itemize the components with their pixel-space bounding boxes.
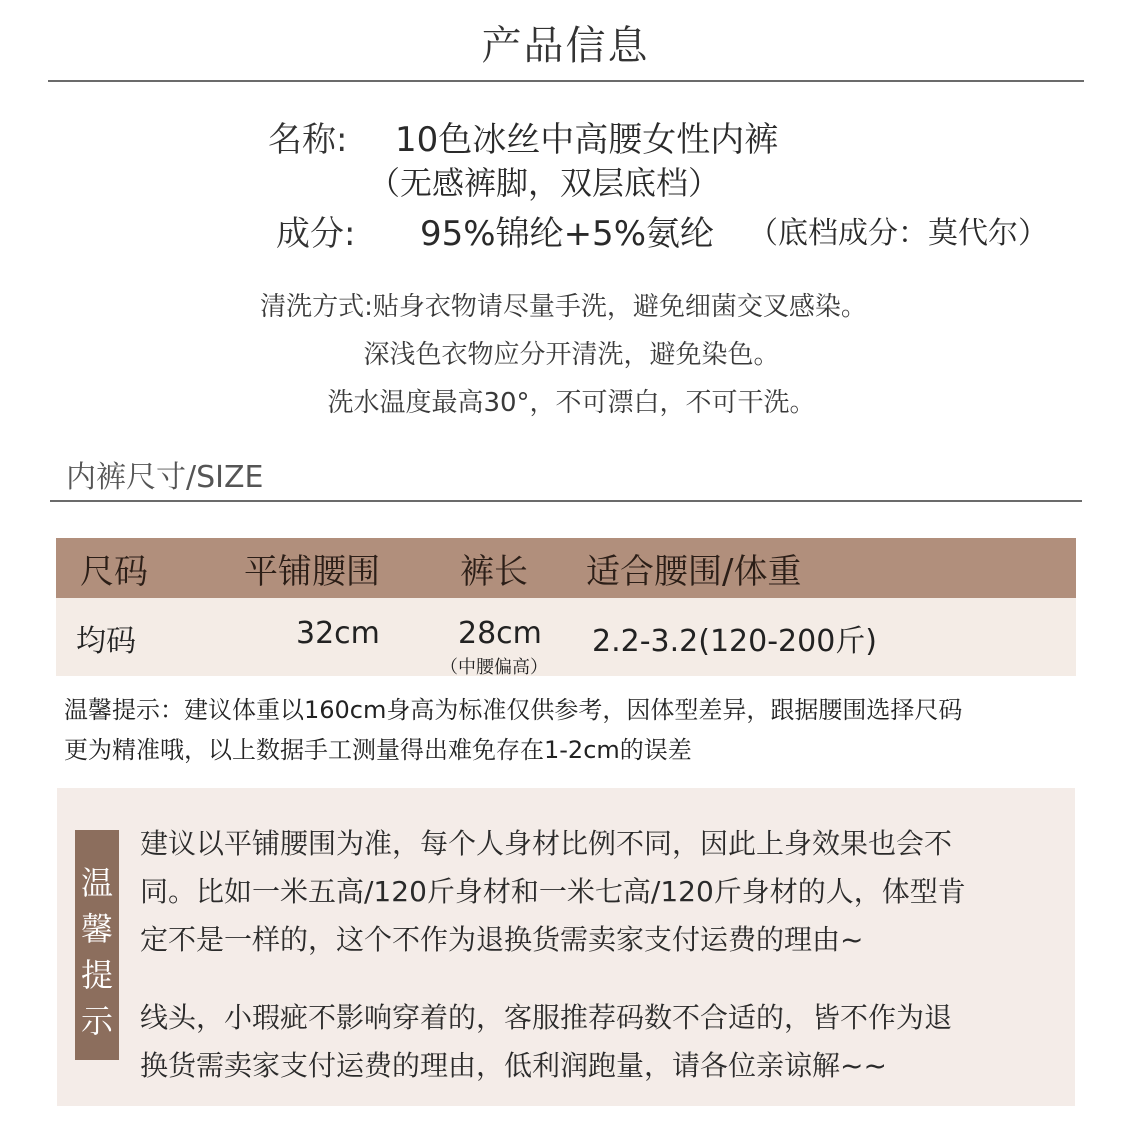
header-size: 尺码: [80, 552, 148, 592]
notice-line-5: 换货需卖家支付运费的理由，低利润跑量，请各位亲谅解~~: [140, 1049, 887, 1082]
notice-line-4: 线头，小瑕疵不影响穿着的，客服推荐码数不合适的，皆不作为退: [140, 1001, 953, 1034]
size-table-header: [56, 538, 1076, 598]
size-section-title: 内裤尺寸/SIZE: [66, 460, 264, 495]
notice-line-2: 同。比如一米五高/120斤身材和一米七高/120斤身材的人，体型肯: [140, 875, 966, 908]
cell-waist: 32cm: [296, 616, 380, 651]
cell-size: 均码: [76, 624, 136, 659]
composition-note: （底档成分：莫代尔）: [748, 216, 1048, 251]
header-flat-waist: 平铺腰围: [244, 552, 380, 592]
size-divider: [50, 500, 1082, 502]
composition-label: 成分:: [276, 214, 356, 254]
notice-tab-char: 提: [80, 956, 113, 994]
page-title: 产品信息: [481, 23, 650, 69]
table-row: [56, 598, 1076, 676]
washing-line-2: 深浅色衣物应分开清洗，避免染色。: [363, 340, 780, 370]
cell-length-note: （中腰偏高）: [440, 657, 548, 678]
washing-line-1: 清洗方式:贴身衣物请尽量手洗，避免细菌交叉感染。: [260, 292, 867, 322]
cell-fit: 2.2-3.2(120-200斤): [592, 624, 877, 659]
header-length: 裤长: [460, 552, 528, 592]
notice-line-3: 定不是一样的，这个不作为退换货需卖家支付运费的理由~: [140, 923, 864, 956]
top-divider: [48, 80, 1084, 82]
name-value: 10色冰丝中高腰女性内裤: [395, 120, 779, 160]
washing-line-3: 洗水温度最高30°，不可漂白，不可干洗。: [327, 388, 816, 418]
tip-line-1: 温馨提示：建议体重以160cm身高为标准仅供参考，因体型差异，跟据腰围选择尺码: [64, 696, 963, 724]
notice-tab-char: 示: [80, 1002, 113, 1040]
notice-line-1: 建议以平铺腰围为准，每个人身材比例不同，因此上身效果也会不: [140, 827, 953, 860]
notice-tab-char: 馨: [80, 910, 113, 948]
cell-length: 28cm: [458, 616, 542, 651]
composition-value: 95%锦纶+5%氨纶: [420, 214, 714, 254]
tip-line-2: 更为精准哦，以上数据手工测量得出难免存在1-2cm的误差: [64, 736, 692, 764]
name-label: 名称:: [268, 120, 348, 160]
notice-tab-char: 温: [80, 864, 113, 902]
name-subtitle: （无感裤脚，双层底档）: [368, 164, 721, 202]
header-fit: 适合腰围/体重: [586, 552, 802, 592]
